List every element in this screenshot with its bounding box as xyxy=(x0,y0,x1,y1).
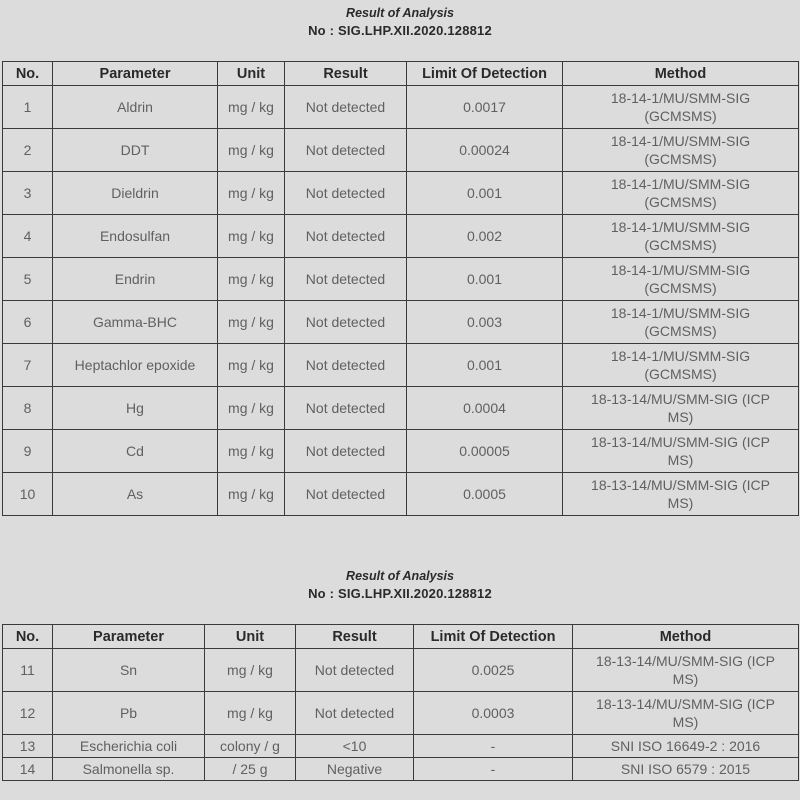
cell-parameter: Sn xyxy=(53,649,205,692)
cell-parameter: Escherichia coli xyxy=(53,735,205,758)
cell-parameter: Gamma-BHC xyxy=(53,301,218,344)
cell-result: Not detected xyxy=(285,473,407,516)
cell-method xyxy=(563,387,799,430)
cell-method xyxy=(573,692,799,735)
method-line-2: MS) xyxy=(667,409,694,425)
method-line-1: 18-14-1/MU/SMM-SIG xyxy=(610,219,751,235)
table-row xyxy=(3,735,799,758)
cell-result: Not detected xyxy=(285,129,407,172)
cell-parameter: Pb xyxy=(53,692,205,735)
report-number: No : SIG.LHP.XII.2020.128812 xyxy=(308,586,492,601)
cell-limit-of-detection: 0.001 xyxy=(407,258,563,301)
method-line-1: 18-14-1/MU/SMM-SIG xyxy=(610,262,751,278)
method-line-1: 18-14-1/MU/SMM-SIG xyxy=(610,90,751,106)
method-line-1: 18-14-1/MU/SMM-SIG xyxy=(610,176,751,192)
cell-unit: mg / kg xyxy=(218,344,285,387)
cell-limit-of-detection: 0.0003 xyxy=(414,692,573,735)
cell-result: Not detected xyxy=(285,258,407,301)
table-row xyxy=(3,649,799,692)
cell-method xyxy=(573,735,799,758)
table-row xyxy=(3,86,799,129)
method-line-2: (GCMSMS) xyxy=(644,194,717,210)
cell-no: 6 xyxy=(3,301,53,344)
column-header-lod: Limit Of Detection xyxy=(414,625,573,649)
cell-parameter: Heptachlor epoxide xyxy=(53,344,218,387)
cell-method xyxy=(563,344,799,387)
cell-no: 5 xyxy=(3,258,53,301)
cell-parameter: Cd xyxy=(53,430,218,473)
column-header-parameter: Parameter xyxy=(53,625,205,649)
column-header-lod: Limit Of Detection xyxy=(407,62,563,86)
table-row xyxy=(3,692,799,735)
cell-unit: mg / kg xyxy=(218,258,285,301)
cell-limit-of-detection: 0.002 xyxy=(407,215,563,258)
cell-no: 13 xyxy=(3,735,53,758)
table-row xyxy=(3,430,799,473)
table-row xyxy=(3,758,799,781)
cell-no: 4 xyxy=(3,215,53,258)
method-line-2: (GCMSMS) xyxy=(644,237,717,253)
column-header-no: No. xyxy=(3,62,53,86)
column-header-result: Result xyxy=(296,625,414,649)
method-line-1: SNI ISO 16649-2 : 2016 xyxy=(610,738,761,754)
column-header-unit: Unit xyxy=(205,625,296,649)
method-line-1: 18-13-14/MU/SMM-SIG (ICP xyxy=(596,696,775,712)
cell-method xyxy=(563,301,799,344)
column-header-method: Method xyxy=(573,625,799,649)
cell-no: 1 xyxy=(3,86,53,129)
method-line-1: 18-14-1/MU/SMM-SIG xyxy=(610,348,751,364)
cell-parameter: Endrin xyxy=(53,258,218,301)
cell-unit: colony / g xyxy=(205,735,296,758)
cell-unit: mg / kg xyxy=(218,129,285,172)
cell-no: 12 xyxy=(3,692,53,735)
cell-no: 9 xyxy=(3,430,53,473)
cell-method xyxy=(563,215,799,258)
cell-no: 2 xyxy=(3,129,53,172)
cell-result: Not detected xyxy=(285,344,407,387)
cell-method xyxy=(563,473,799,516)
column-header-unit: Unit xyxy=(218,62,285,86)
table-row xyxy=(3,387,799,430)
column-header-no: No. xyxy=(3,625,53,649)
cell-limit-of-detection: - xyxy=(414,758,573,781)
cell-method xyxy=(573,758,799,781)
method-line-1: SNI ISO 6579 : 2015 xyxy=(620,761,751,777)
cell-parameter: As xyxy=(53,473,218,516)
table-row xyxy=(3,473,799,516)
cell-parameter: Endosulfan xyxy=(53,215,218,258)
method-line-2: (GCMSMS) xyxy=(644,366,717,382)
method-line-1: 18-13-14/MU/SMM-SIG (ICP xyxy=(591,477,770,493)
table-row xyxy=(3,258,799,301)
cell-limit-of-detection: 0.0025 xyxy=(414,649,573,692)
method-line-2: (GCMSMS) xyxy=(644,280,717,296)
cell-limit-of-detection: 0.0017 xyxy=(407,86,563,129)
cell-limit-of-detection: 0.00005 xyxy=(407,430,563,473)
cell-unit: mg / kg xyxy=(205,649,296,692)
cell-limit-of-detection: 0.001 xyxy=(407,344,563,387)
cell-no: 8 xyxy=(3,387,53,430)
cell-no: 14 xyxy=(3,758,53,781)
method-line-2: MS) xyxy=(667,452,694,468)
report-title: Result of Analysis xyxy=(346,569,454,583)
cell-unit: mg / kg xyxy=(205,692,296,735)
table-row xyxy=(3,215,799,258)
table-header-row xyxy=(3,625,799,649)
column-header-method: Method xyxy=(563,62,799,86)
column-header-result: Result xyxy=(285,62,407,86)
table-row xyxy=(3,129,799,172)
cell-limit-of-detection: 0.0005 xyxy=(407,473,563,516)
cell-result: Negative xyxy=(296,758,414,781)
cell-no: 10 xyxy=(3,473,53,516)
cell-parameter: DDT xyxy=(53,129,218,172)
table-header-row xyxy=(3,62,799,86)
cell-result: Not detected xyxy=(285,86,407,129)
cell-no: 11 xyxy=(3,649,53,692)
table-row xyxy=(3,172,799,215)
cell-unit: mg / kg xyxy=(218,430,285,473)
cell-unit: mg / kg xyxy=(218,86,285,129)
cell-limit-of-detection: 0.001 xyxy=(407,172,563,215)
cell-limit-of-detection: 0.0004 xyxy=(407,387,563,430)
report-title: Result of Analysis xyxy=(346,6,454,20)
cell-unit: / 25 g xyxy=(205,758,296,781)
cell-limit-of-detection: 0.003 xyxy=(407,301,563,344)
cell-method xyxy=(563,430,799,473)
analysis-table-2 xyxy=(2,624,799,781)
report-number: No : SIG.LHP.XII.2020.128812 xyxy=(308,23,492,38)
cell-result: Not detected xyxy=(285,387,407,430)
cell-method xyxy=(563,129,799,172)
cell-result: <10 xyxy=(296,735,414,758)
cell-method xyxy=(573,649,799,692)
analysis-table-1 xyxy=(2,61,799,516)
cell-unit: mg / kg xyxy=(218,387,285,430)
cell-parameter: Aldrin xyxy=(53,86,218,129)
cell-result: Not detected xyxy=(285,301,407,344)
method-line-2: (GCMSMS) xyxy=(644,151,717,167)
table-row xyxy=(3,344,799,387)
method-line-1: 18-14-1/MU/SMM-SIG xyxy=(610,133,751,149)
method-line-1: 18-14-1/MU/SMM-SIG xyxy=(610,305,751,321)
cell-unit: mg / kg xyxy=(218,301,285,344)
cell-unit: mg / kg xyxy=(218,172,285,215)
table-row xyxy=(3,301,799,344)
cell-result: Not detected xyxy=(296,692,414,735)
cell-result: Not detected xyxy=(285,430,407,473)
cell-no: 7 xyxy=(3,344,53,387)
cell-method xyxy=(563,172,799,215)
method-line-1: 18-13-14/MU/SMM-SIG (ICP xyxy=(596,653,775,669)
method-line-1: 18-13-14/MU/SMM-SIG (ICP xyxy=(591,434,770,450)
method-line-2: MS) xyxy=(672,671,699,687)
cell-parameter: Dieldrin xyxy=(53,172,218,215)
cell-limit-of-detection: 0.00024 xyxy=(407,129,563,172)
cell-unit: mg / kg xyxy=(218,215,285,258)
method-line-2: (GCMSMS) xyxy=(644,108,717,124)
method-line-2: MS) xyxy=(672,714,699,730)
report-header-2 xyxy=(0,568,800,602)
cell-parameter: Salmonella sp. xyxy=(53,758,205,781)
cell-method xyxy=(563,86,799,129)
cell-limit-of-detection: - xyxy=(414,735,573,758)
cell-result: Not detected xyxy=(296,649,414,692)
cell-no: 3 xyxy=(3,172,53,215)
cell-result: Not detected xyxy=(285,215,407,258)
method-line-2: (GCMSMS) xyxy=(644,323,717,339)
report-header-1 xyxy=(0,5,800,39)
cell-method xyxy=(563,258,799,301)
method-line-2: MS) xyxy=(667,495,694,511)
cell-result: Not detected xyxy=(285,172,407,215)
method-line-1: 18-13-14/MU/SMM-SIG (ICP xyxy=(591,391,770,407)
cell-parameter: Hg xyxy=(53,387,218,430)
cell-unit: mg / kg xyxy=(218,473,285,516)
column-header-parameter: Parameter xyxy=(53,62,218,86)
